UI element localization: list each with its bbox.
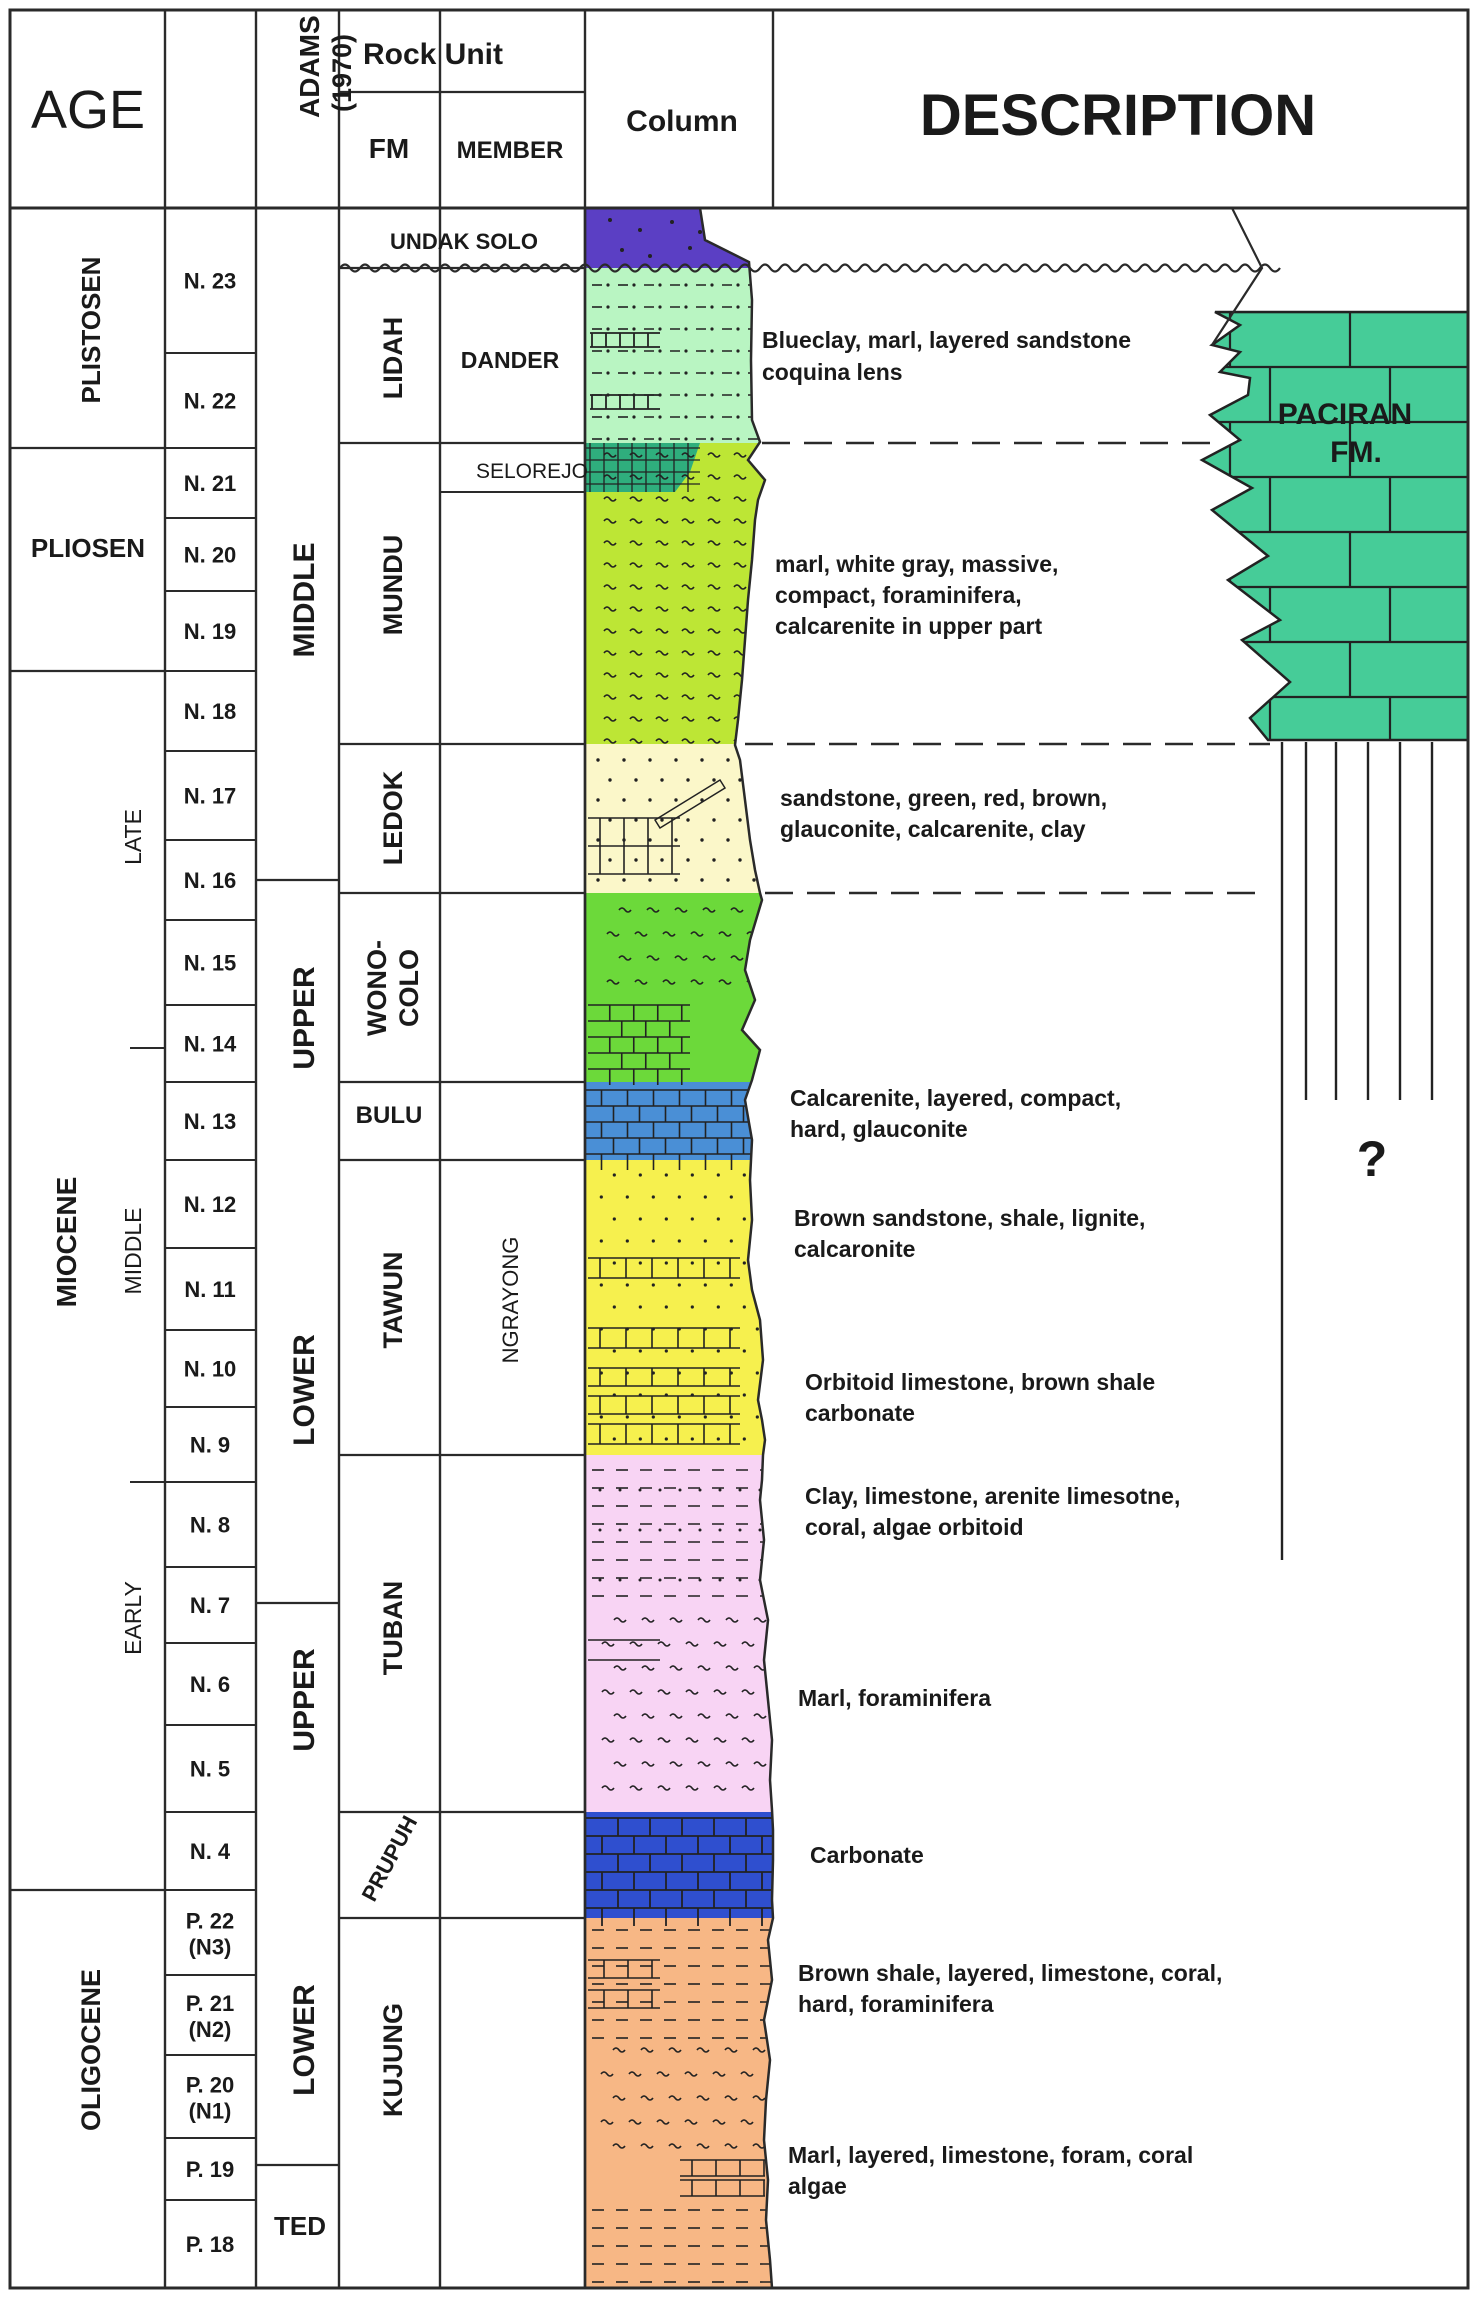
header-rock-unit: Rock Unit xyxy=(362,38,504,71)
member-selorejo: SELOREJO xyxy=(475,460,589,483)
zone-label: N. 11 xyxy=(184,1277,236,1302)
zone-label: P. 20 xyxy=(185,2072,235,2098)
zone-label: P. 21 xyxy=(185,1991,235,2016)
header-description: DESCRIPTION xyxy=(919,83,1317,148)
lithology-band xyxy=(585,1812,785,1918)
member-dander: DANDER xyxy=(460,347,560,373)
adams-lower-1: LOWER xyxy=(288,1334,321,1446)
zone-label: N. 21 xyxy=(183,471,237,496)
zone-label: N. 20 xyxy=(183,542,237,568)
lithology-band xyxy=(585,1918,785,2288)
zone-label-n: (N3) xyxy=(188,1934,232,1960)
descriptions xyxy=(762,327,1229,2199)
paciran-label: PACIRAN xyxy=(1277,398,1413,431)
zone-label: N. 15 xyxy=(183,950,237,976)
desc-lidah: Blueclay, marl, layered sandstone coquina lens xyxy=(762,327,1132,385)
fm-mundu: MUNDU xyxy=(378,534,408,636)
fm-lidah: LIDAH xyxy=(378,316,408,400)
zone-label: N. 5 xyxy=(189,1756,231,1782)
zone-label: N. 4 xyxy=(189,1839,231,1864)
epoch-pliosen: PLIOSEN xyxy=(30,533,146,563)
desc-ledok: sandstone, green, red, brown, glauconite, calcarenite, clay xyxy=(780,785,1108,842)
subepoch-middle: MIDDLE xyxy=(120,1207,146,1295)
fm-kujung: KUJUNG xyxy=(378,2002,408,2118)
zone-label: N. 17 xyxy=(183,783,237,809)
zone-label: N. 22 xyxy=(183,388,237,414)
fm-wonocolo-2: COLO xyxy=(394,949,424,1027)
desc-tawun-lower: Orbitoid limestone, brown shale carbonate xyxy=(805,1369,1156,1426)
fm-bulu: BULU xyxy=(355,1102,423,1129)
unconformity-line xyxy=(340,265,1280,272)
zone-label: N. 12 xyxy=(183,1192,237,1217)
zone-label: N. 10 xyxy=(183,1356,237,1382)
fm-tawun: TAWUN xyxy=(378,1251,408,1349)
zone-label: P. 22 xyxy=(185,1908,235,1934)
paciran-label-fm: FM. xyxy=(1330,436,1382,469)
desc-tuban-lower: Marl, foraminifera xyxy=(798,1685,991,1711)
header-age: AGE xyxy=(30,80,146,140)
header-adams: ADAMS xyxy=(294,15,325,118)
fm-tuban: TUBAN xyxy=(378,1580,408,1676)
paciran-body xyxy=(1202,312,1468,740)
adams-units xyxy=(274,543,326,2242)
zone-label: N. 19 xyxy=(183,619,237,644)
desc-bulu: Calcarenite, layered, compact, hard, glauconite xyxy=(790,1085,1122,1142)
epoch-labels xyxy=(31,257,146,2131)
zone-label: P. 19 xyxy=(185,2157,235,2182)
zone-label: N. 9 xyxy=(189,1432,231,1458)
desc-kujung-lower: Marl, layered, limestone, foram, coral algae xyxy=(788,2142,1194,2199)
formation-labels xyxy=(356,229,538,2117)
epoch-miocene: MIOCENE xyxy=(51,1176,82,1308)
zone-label: N. 7 xyxy=(189,1593,231,1618)
biozone-labels xyxy=(184,269,237,2258)
epoch-plistosen: PLISTOSEN xyxy=(76,256,106,404)
adams-lower-2: LOWER xyxy=(288,1984,321,2096)
fm-prupuh: PRUPUH xyxy=(356,1811,423,1906)
fm-wonocolo-1: WONO- xyxy=(362,940,392,1036)
member-ngrayong: NGRAYONG xyxy=(498,1236,523,1364)
question-mark: ? xyxy=(1356,1131,1388,1187)
lithology-band xyxy=(585,208,785,268)
zone-label: N. 18 xyxy=(183,699,237,724)
desc-prupuh: Carbonate xyxy=(810,1842,924,1868)
adams-upper-1: UPPER xyxy=(288,966,321,1070)
zone-label: N. 13 xyxy=(183,1109,237,1134)
lithology-band xyxy=(585,1082,785,1160)
subepoch-late: LATE xyxy=(120,809,146,865)
zone-label-n: (N1) xyxy=(188,2098,232,2124)
table-header xyxy=(31,15,1316,164)
lithology-band xyxy=(585,1455,785,1812)
desc-mundu: marl, white gray, massive, compact, foraminifera, calcarenite in upper part xyxy=(775,551,1059,639)
fm-undak-solo: UNDAK SOLO xyxy=(390,229,538,254)
subepoch-early: EARLY xyxy=(120,1581,146,1655)
adams-upper-2: UPPER xyxy=(288,1648,321,1752)
desc-tuban-upper: Clay, limestone, arenite limesotne, coral, algae orbitoid xyxy=(805,1483,1181,1540)
epoch-oligocene: OLIGOCENE xyxy=(76,1968,106,2132)
zone-label: N. 14 xyxy=(183,1031,237,1057)
zone-label: N. 16 xyxy=(183,868,237,893)
header-fm: FM xyxy=(368,133,410,164)
adams-middle: MIDDLE xyxy=(288,542,321,658)
zone-label: N. 23 xyxy=(183,268,237,294)
header-column: Column xyxy=(626,105,738,138)
header-adams-year: (1970) xyxy=(327,33,357,112)
paciran-formation xyxy=(1190,312,1468,1560)
zone-label: N. 8 xyxy=(189,1512,231,1538)
zone-label-n: (N2) xyxy=(188,2017,232,2042)
adams-ted: TED xyxy=(274,2211,326,2241)
header-member: MEMBER xyxy=(456,137,564,164)
zone-label: N. 6 xyxy=(189,1672,231,1697)
desc-kujung-upper: Brown shale, layered, limestone, coral, hard, foraminifera xyxy=(798,1960,1223,2017)
fm-ledok: LEDOK xyxy=(378,770,408,866)
desc-tawun-upper: Brown sandstone, shale, lignite, calcaronite xyxy=(794,1205,1146,1262)
member-labels xyxy=(461,347,588,1363)
zone-label: P. 18 xyxy=(185,2232,235,2257)
